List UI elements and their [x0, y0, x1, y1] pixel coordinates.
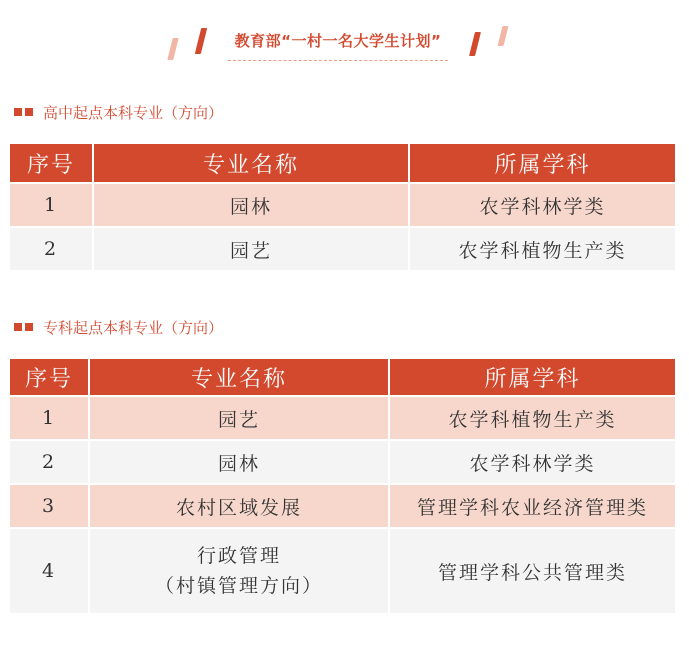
majors-table-junior-college: [8, 357, 677, 615]
header-discipline: 所属学科: [409, 143, 676, 183]
section-label: 高中起点本科专业（方向）: [43, 103, 224, 122]
header-number: 序号: [9, 143, 93, 183]
row-major-name: 园林: [93, 183, 409, 227]
table-row: [9, 396, 676, 440]
row-number: 1: [9, 396, 89, 440]
bullet-square-icon: [14, 108, 22, 116]
header-discipline: 所属学科: [389, 358, 676, 396]
table-row: [9, 183, 676, 227]
bullet-square-icon: [14, 323, 22, 331]
row-major-name-line1: 行政管理: [196, 545, 281, 567]
header-major-name: 专业名称: [89, 358, 389, 396]
title-underline: [228, 60, 448, 61]
decor-slash-left-light: [167, 38, 178, 60]
row-number: 4: [9, 528, 89, 614]
table-row: [9, 440, 676, 484]
decor-slash-left-dark: [195, 28, 207, 54]
bullet-square-icon: [25, 108, 33, 116]
row-major-name-line2: （村镇管理方向）: [154, 575, 323, 597]
decor-slash-right-light: [498, 26, 509, 46]
row-number: 3: [9, 484, 89, 528]
row-major-name: 园林: [89, 440, 389, 484]
majors-table-high-school: [8, 142, 677, 272]
header-number: 序号: [9, 358, 89, 396]
banner-title: 教育部“一村一名大学生计划”: [234, 32, 442, 50]
section-header-junior-college: [14, 317, 223, 337]
bullet-square-icon: [25, 323, 33, 331]
row-discipline: 管理学科公共管理类: [389, 528, 676, 614]
row-number: 1: [9, 183, 93, 227]
row-major-name: 园艺: [93, 227, 409, 271]
table-header-row: [9, 143, 676, 183]
row-discipline: 农学科林学类: [409, 183, 676, 227]
table-header-row: [9, 358, 676, 396]
row-discipline: 农学科植物生产类: [409, 227, 676, 271]
table-row: [9, 528, 676, 614]
row-discipline: 管理学科农业经济管理类: [389, 484, 676, 528]
section-header-high-school: [14, 102, 223, 122]
row-discipline: 农学科植物生产类: [389, 396, 676, 440]
table-row: [9, 484, 676, 528]
row-major-name: 园艺: [89, 396, 389, 440]
header-major-name: 专业名称: [93, 143, 409, 183]
row-discipline: 农学科林学类: [389, 440, 676, 484]
banner: [0, 0, 689, 78]
decor-slash-right-dark: [469, 32, 481, 56]
section-label: 专科起点本科专业（方向）: [43, 318, 224, 337]
row-major-name: [89, 528, 389, 614]
table-row: [9, 227, 676, 271]
row-number: 2: [9, 227, 93, 271]
row-major-name: 农村区域发展: [89, 484, 389, 528]
row-number: 2: [9, 440, 89, 484]
